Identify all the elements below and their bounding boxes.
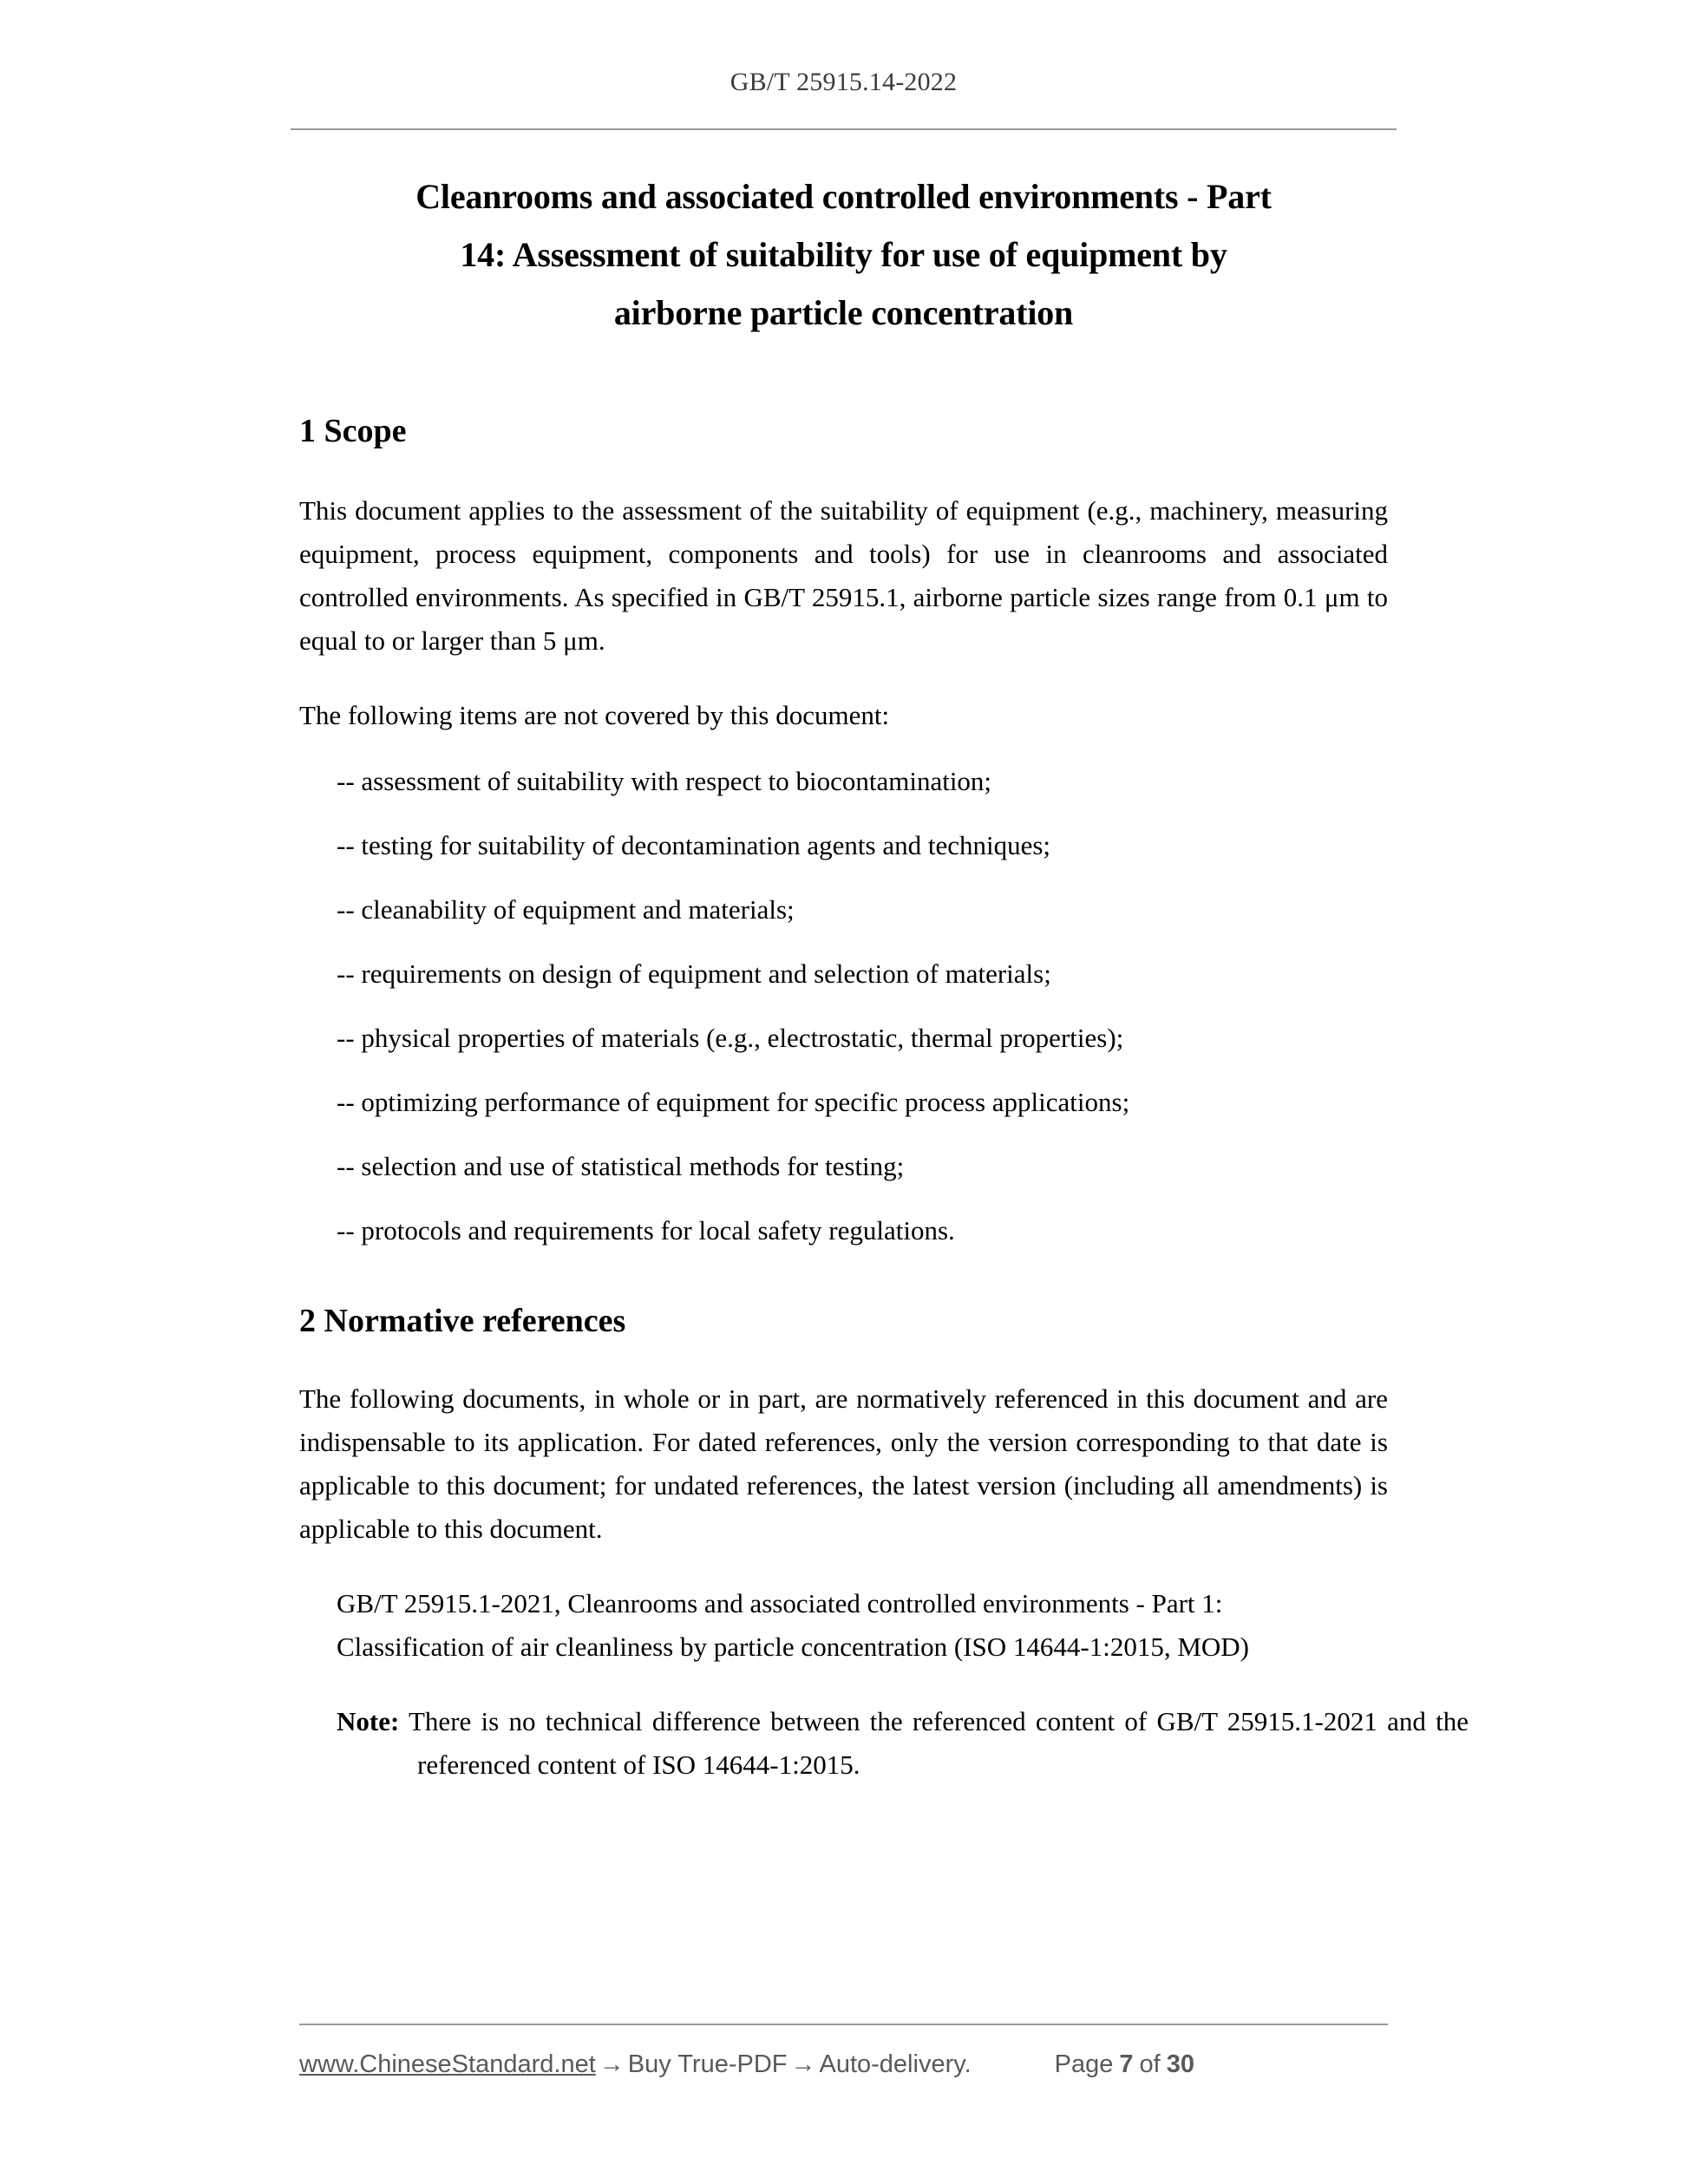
reference-line-1: GB/T 25915.1-2021, Cleanrooms and associated controlled environments - Part 1: [337, 1588, 1223, 1618]
arrow-right-icon: → [790, 2050, 816, 2078]
footer-promo [299, 2047, 972, 2082]
title-line-2: 14: Assessment of suitability for use of equipment by [460, 235, 1227, 274]
document-title [299, 170, 1388, 340]
standard-code: GB/T 25915.14-2022 [730, 68, 958, 96]
list-item: -- cleanability of equipment and materials; [337, 894, 795, 925]
not-covered-list [299, 760, 1388, 1252]
section-heading-normative-references: 2 Normative references [299, 1303, 626, 1339]
normative-reference-entry [337, 1582, 1388, 1669]
title-line-1: Cleanrooms and associated controlled environments - Part [415, 177, 1272, 216]
of-word: of [1139, 2050, 1161, 2078]
reference-line-2: Classification of air cleanliness by particle concentration (ISO 14644-1:2015, MOD) [337, 1631, 1250, 1662]
footer-divider [299, 2024, 1388, 2025]
note-label: Note: [337, 1706, 400, 1736]
page-indicator [1055, 2047, 1194, 2082]
list-item: -- requirements on design of equipment and selection of materials; [337, 958, 1051, 989]
note-text: There is no technical difference between the referenced content of GB/T 25915.1-2021 and the referenced content of ISO 14644-1:2015. [409, 1706, 1469, 1780]
scope-intro-paragraph: This document applies to the assessment of the suitability of equipment (e.g., machinery, measuring equipment, process equipment, components and tools) for use in cleanrooms and associated controlled environments. As specified in GB/T 25915.1, airborne particle sizes range from 0.1 μm to equal to or larger than 5 μm. [299, 495, 1388, 656]
list-item: -- assessment of suitability with respect to biocontamination; [337, 766, 992, 796]
page-footer [299, 2047, 1388, 2082]
site-url-link[interactable]: www.ChineseStandard.net [299, 2050, 596, 2078]
normative-references-intro-paragraph: The following documents, in whole or in part, are normatively referenced in this document and are indispensable to its application. For dated references, only the version corresponding to that date is applicable to this document; for undated references, the latest version (including all amendments) is applicable to this document. [299, 1383, 1388, 1544]
list-item: -- testing for suitability of decontamination agents and techniques; [337, 830, 1051, 860]
list-item: -- optimizing performance of equipment for specific process applications; [337, 1087, 1130, 1117]
page-word: Page [1054, 2050, 1114, 2078]
list-item: -- selection and use of statistical methods for testing; [337, 1151, 905, 1181]
not-covered-lead-in: The following items are not covered by this document: [299, 700, 890, 730]
page-number: 7 [1119, 2050, 1134, 2078]
page-total: 30 [1166, 2050, 1194, 2078]
page-content [299, 0, 1469, 1787]
delivery-label: Auto-delivery. [819, 2050, 972, 2078]
title-line-3: airborne particle concentration [613, 293, 1074, 332]
note-block [337, 1700, 1469, 1787]
list-item: -- physical properties of materials (e.g., electrostatic, thermal properties); [337, 1023, 1124, 1053]
arrow-right-icon: → [599, 2050, 625, 2078]
list-item: -- protocols and requirements for local safety regulations. [337, 1215, 955, 1246]
buy-label: Buy True-PDF [627, 2050, 788, 2078]
section-heading-scope: 1 Scope [299, 413, 407, 449]
